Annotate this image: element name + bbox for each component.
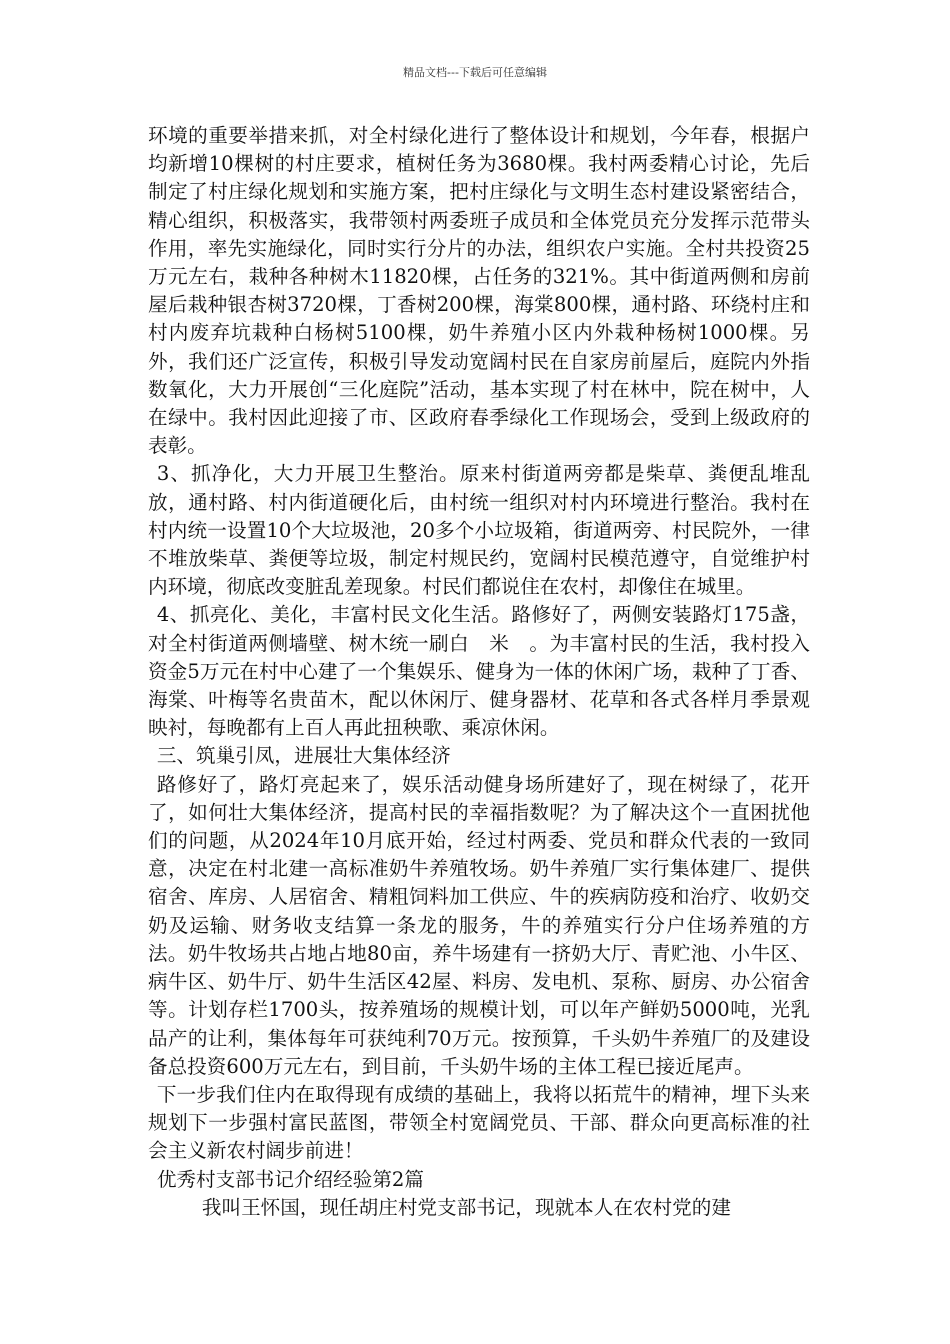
paragraph-sanitation: 3、抓净化，大力开展卫生整治。原来村街道两旁都是柴草、粪便乱堆乱放，通村路、村内街道硬化后，由村统一组织对村内环境进行整治。我村在村内统一设置10个大垃圾池，20多个小垃圾箱，街道两旁、村民院外，一律不堆放柴草、粪便等垃圾，制定村规民约，宽阔村民模范遵守，自觉维护村内环境，彻底改变脏乱差现象。村民们都说住在农村，却像住在城里。 <box>148 462 810 599</box>
paragraph-dairy-farm: 路修好了，路灯亮起来了，娱乐活动健身场所建好了，现在树绿了，花开了，如何壮大集体经济，提高村民的幸福指数呢？为了解决这个一直困扰他们的问题，从2024年10月底开始，经过村两委、党员和群众代表的一致同意，决定在村北建一高标准奶牛养殖牧场。奶牛养殖厂实行集体建厂、提供宿舍、库房、人居宿舍、精粗饲料加工供应、牛的疾病防疫和治疗、收奶交奶及运输、财务收支结算一条龙的服务，牛的养殖实行分户住场养殖的方法。奶牛牧场共占地占地80亩，养牛场建有一挤奶大厅、青贮池、小牛区、病牛区、奶牛厅、奶牛生活区42屋、料房、发电机、泵称、厨房、办公宿舍等。计划存栏1700头，按养殖场的规模计划，可以年产鲜奶5000吨，光乳品产的让利，集体每年可获纯利70万元。按预算，千头奶牛养殖厂的及建设备总投资600万元左右，到目前，千头奶牛场的主体工程已接近尾声。 <box>148 772 810 1078</box>
section-heading-collective-economy: 三、筑巢引凤，进展壮大集体经济 <box>156 744 451 768</box>
paragraph-lighting: 4、抓亮化、美化，丰富村民文化生活。路修好了，两侧安装路灯175盏，对全村街道两侧墙壁、树木统一刷白 米 。为丰富村民的生活，我村投入资金5万元在村中心建了一个集娱乐、健身为一体的休闲广场，栽种了丁香、海棠、叶梅等名贵苗木，配以休闲厅、健身器材、花草和各式各样月季景观映衬，每晚都有上百人再此扭秧歌、乘凉休闲。 <box>148 603 810 740</box>
page-header: 精品文档---下载后可任意编辑 <box>403 66 547 79</box>
paragraph-greening: 环境的重要举措来抓，对全村绿化进行了整体设计和规划，今年春，根据户均新增10棵树的村庄要求，植树任务为3680棵。我村两委精心讨论，先后制定了村庄绿化规划和实施方案，把村庄绿化与文明生态村建设紧密结合，精心组织，积极落实，我带领村两委班子成员和全体党员充分发挥示范带头作用，率先实施绿化，同时实行分片的办法，组织农户实施。全村共投资25万元左右，栽种各种树木11820棵，占任务的321%。其中街道两侧和房前屋后栽种银杏树3720棵，丁香树200棵，海棠800棵，通村路、环绕村庄和村内废弃坑栽种白杨树5100棵，奶牛养殖小区内外栽种杨树1000棵。另外，我们还广泛宣传，积极引导发动宽阔村民在自家房前屋后，庭院内外指数氧化，大力开展创“三化庭院”活动，基本实现了村在林中，院在树中，人在绿中。我村因此迎接了市、区政府春季绿化工作现场会，受到上级政府的表彰。 <box>148 124 810 458</box>
article-title-part-2: 优秀村支部书记介绍经验第2篇 <box>156 1167 424 1191</box>
paragraph-introduction: 我叫王怀国，现任胡庄村党支部书记，现就本人在农村党的建 <box>201 1195 731 1219</box>
document-body <box>148 122 810 1222</box>
paragraph-next-steps: 下一步我们住内在取得现有成绩的基础上，我将以拓荒牛的精神，埋下头来规划下一步强村富民蓝图，带领全村宽阔党员、干部、群众向更高标准的社会主义新农村阔步前进！ <box>148 1082 810 1163</box>
